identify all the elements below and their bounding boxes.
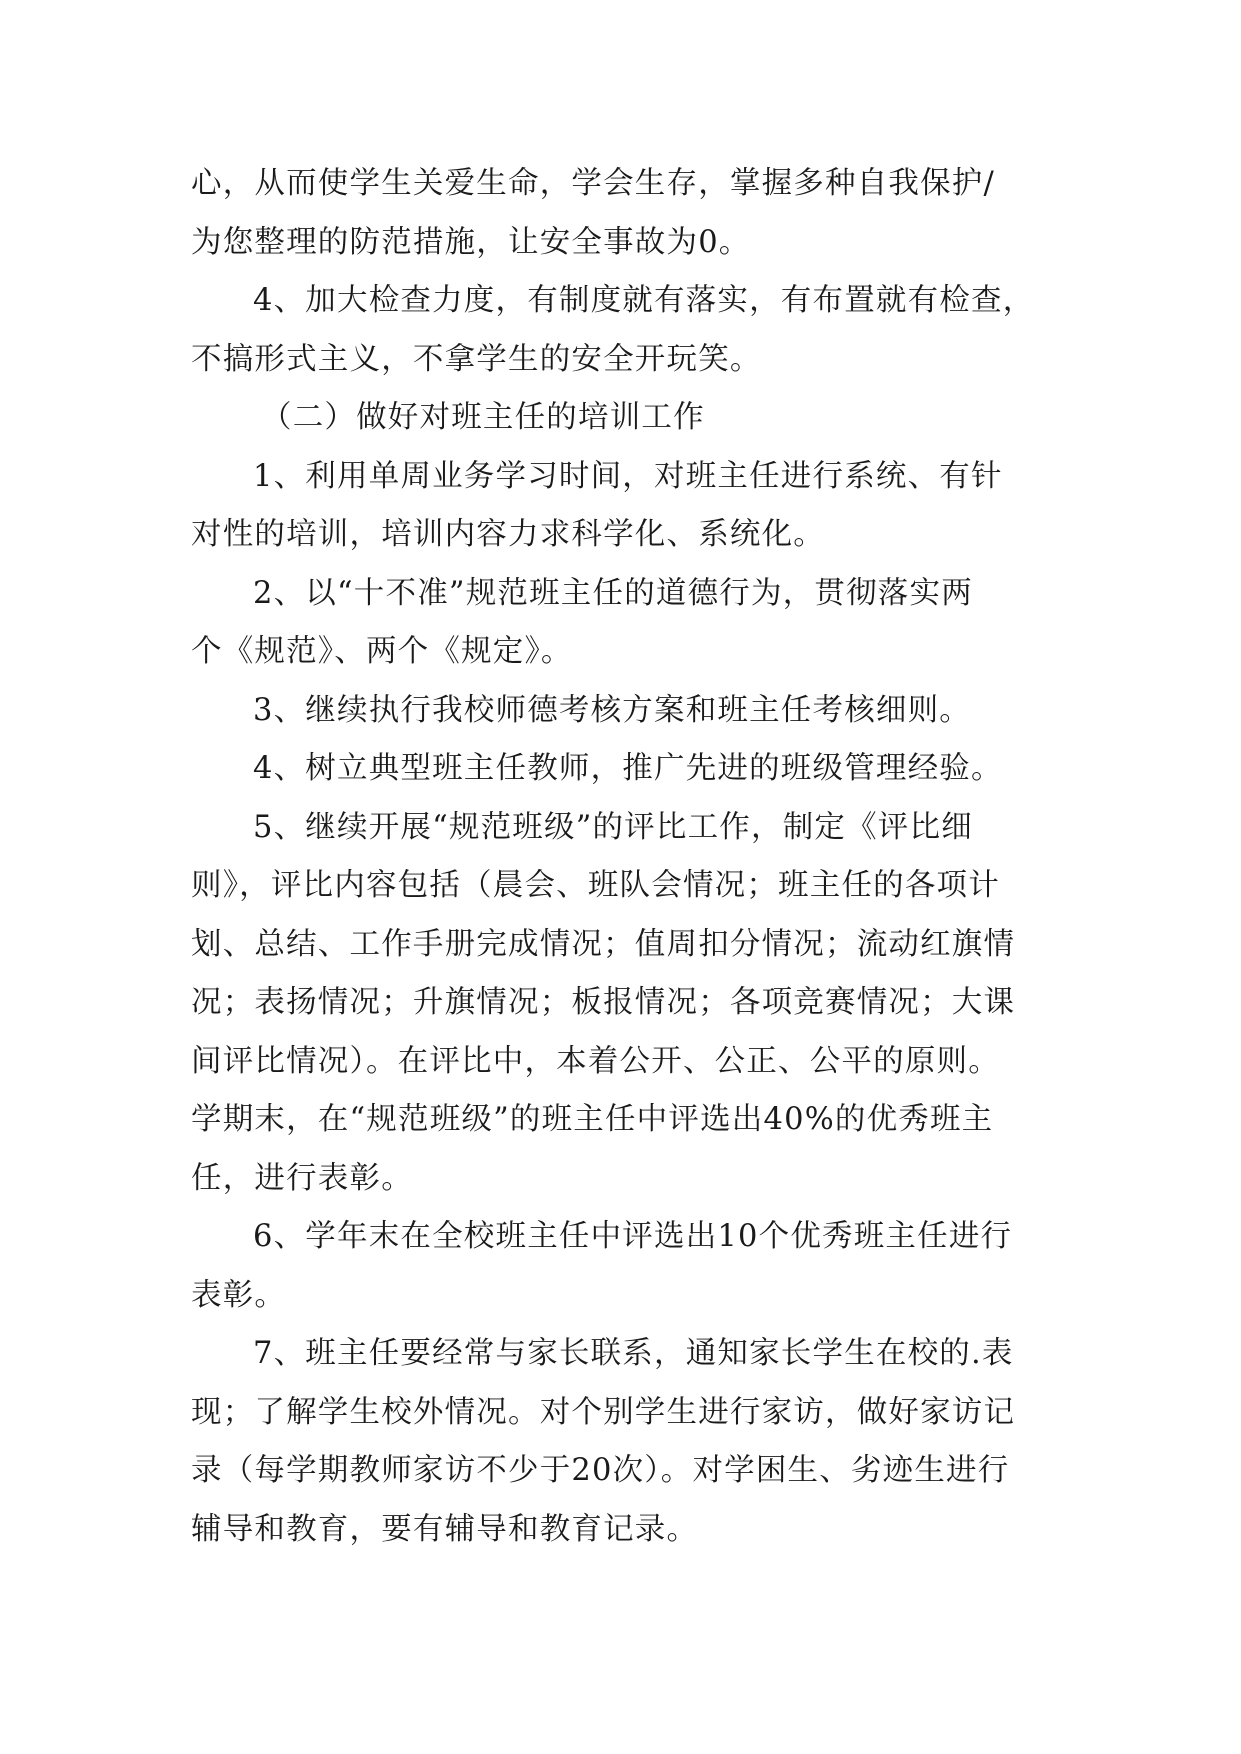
text-line: 4、树立典型班主任教师，推广先进的班级管理经验。	[253, 751, 1003, 786]
text-line: 辅导和教育，要有辅导和教育记录。	[191, 1511, 699, 1547]
text-line: 表彰。	[191, 1277, 287, 1313]
text-line: 2、以“十不准”规范班主任的道德行为，贯彻落实两	[253, 575, 973, 611]
text-line: 心，从而使学生关爱生命，学会生存，掌握多种自我保护/	[191, 166, 995, 201]
text-line: 间评比情况）。在评比中，本着公开、公正、公平的原则。	[191, 1043, 1000, 1079]
text-line: 况；表扬情况；升旗情况；板报情况；各项竞赛情况；大课	[191, 985, 1016, 1020]
text-line: 对性的培训，培训内容力求科学化、系统化。	[191, 517, 825, 552]
text-line: 不搞形式主义，不拿学生的安全开玩笑。	[191, 341, 762, 377]
text-line: 为您整理的防范措施，让安全事故为0。	[191, 224, 751, 260]
text-line: 划、总结、工作手册完成情况；值周扣分情况；流动红旗情	[191, 926, 1016, 962]
text-line: 5、继续开展“规范班级”的评比工作，制定《评比细	[253, 809, 973, 845]
text-line: 则》，评比内容包括（晨会、班队会情况；班主任的各项计	[191, 868, 1000, 903]
text-line: 6、学年末在全校班主任中评选出10个优秀班主任进行	[253, 1219, 1013, 1254]
text-line: 7、班主任要经常与家长联系，通知家长学生在校的.表	[253, 1336, 1014, 1371]
text-line: 4、加大检查力度，有制度就有落实，有布置就有检查，	[253, 283, 1035, 318]
text-line: 录（每学期教师家访不少于20次）。对学困生、劣迹生进行	[191, 1453, 1010, 1488]
text-line: 个《规范》、两个《规定》。	[191, 634, 573, 669]
text-line: 现；了解学生校外情况。对个别学生进行家访，做好家访记	[191, 1394, 1016, 1430]
text-line: 任，进行表彰。	[191, 1160, 413, 1196]
text-line: 学期末，在“规范班级”的班主任中评选出40%的优秀班主	[191, 1102, 994, 1137]
section-heading: （二）做好对班主任的培训工作	[261, 400, 705, 435]
text-line: 3、继续执行我校师德考核方案和班主任考核细则。	[253, 692, 972, 728]
document-body	[191, 155, 1051, 1559]
text-line: 1、利用单周业务学习时间，对班主任进行系统、有针	[253, 458, 1003, 494]
